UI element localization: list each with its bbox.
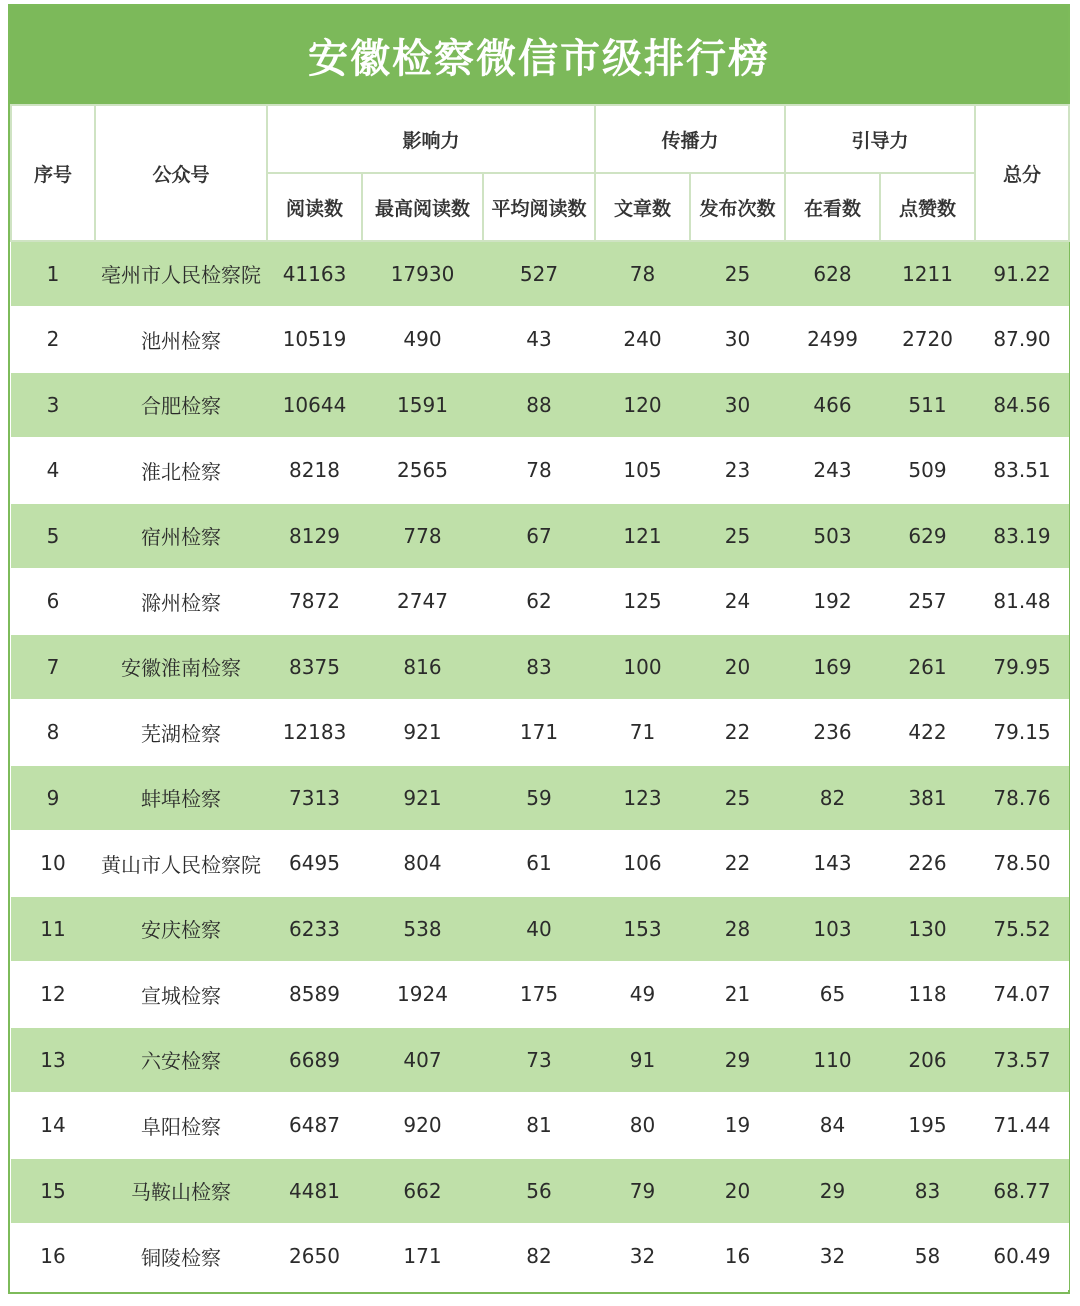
table-row bbox=[11, 438, 1069, 504]
cell-index: 16 bbox=[11, 1224, 95, 1290]
table-row bbox=[11, 569, 1069, 635]
cell-likes: 130 bbox=[880, 896, 975, 962]
cell-max-reads: 921 bbox=[362, 765, 483, 831]
cell-index: 14 bbox=[11, 1093, 95, 1159]
header-publish-times: 发布次数 bbox=[690, 173, 785, 241]
table-row bbox=[11, 307, 1069, 373]
cell-max-reads: 1924 bbox=[362, 962, 483, 1028]
cell-account: 池州检察 bbox=[95, 307, 267, 373]
cell-avg-reads: 175 bbox=[483, 962, 595, 1028]
cell-looking: 628 bbox=[785, 241, 880, 307]
cell-reads: 41163 bbox=[267, 241, 362, 307]
cell-reads: 8589 bbox=[267, 962, 362, 1028]
cell-index: 11 bbox=[11, 896, 95, 962]
cell-max-reads: 407 bbox=[362, 1027, 483, 1093]
cell-index: 10 bbox=[11, 831, 95, 897]
cell-total: 83.19 bbox=[975, 503, 1069, 569]
cell-looking: 29 bbox=[785, 1158, 880, 1224]
cell-likes: 257 bbox=[880, 569, 975, 635]
cell-looking: 236 bbox=[785, 700, 880, 766]
cell-index: 13 bbox=[11, 1027, 95, 1093]
cell-max-reads: 1591 bbox=[362, 372, 483, 438]
cell-account: 宣城检察 bbox=[95, 962, 267, 1028]
cell-reads: 8375 bbox=[267, 634, 362, 700]
header-looking: 在看数 bbox=[785, 173, 880, 241]
cell-max-reads: 171 bbox=[362, 1224, 483, 1290]
page-title: 安徽检察微信市级排行榜 bbox=[10, 6, 1068, 104]
cell-looking: 84 bbox=[785, 1093, 880, 1159]
cell-likes: 511 bbox=[880, 372, 975, 438]
cell-reads: 12183 bbox=[267, 700, 362, 766]
cell-max-reads: 17930 bbox=[362, 241, 483, 307]
cell-publish-times: 29 bbox=[690, 1027, 785, 1093]
cell-total: 78.76 bbox=[975, 765, 1069, 831]
ranking-sheet bbox=[8, 4, 1070, 1294]
header-reads: 阅读数 bbox=[267, 173, 362, 241]
cell-looking: 143 bbox=[785, 831, 880, 897]
cell-articles: 105 bbox=[595, 438, 690, 504]
cell-likes: 2720 bbox=[880, 307, 975, 373]
cell-articles: 106 bbox=[595, 831, 690, 897]
cell-avg-reads: 73 bbox=[483, 1027, 595, 1093]
cell-publish-times: 30 bbox=[690, 307, 785, 373]
cell-articles: 32 bbox=[595, 1224, 690, 1290]
cell-publish-times: 16 bbox=[690, 1224, 785, 1290]
cell-looking: 169 bbox=[785, 634, 880, 700]
table-row bbox=[11, 1093, 1069, 1159]
cell-publish-times: 24 bbox=[690, 569, 785, 635]
cell-publish-times: 22 bbox=[690, 831, 785, 897]
cell-total: 60.49 bbox=[975, 1224, 1069, 1290]
table-row bbox=[11, 503, 1069, 569]
cell-avg-reads: 59 bbox=[483, 765, 595, 831]
cell-index: 5 bbox=[11, 503, 95, 569]
cell-looking: 466 bbox=[785, 372, 880, 438]
cell-publish-times: 25 bbox=[690, 765, 785, 831]
cell-max-reads: 662 bbox=[362, 1158, 483, 1224]
cell-articles: 240 bbox=[595, 307, 690, 373]
table-row bbox=[11, 372, 1069, 438]
cell-likes: 83 bbox=[880, 1158, 975, 1224]
cell-avg-reads: 62 bbox=[483, 569, 595, 635]
cell-avg-reads: 88 bbox=[483, 372, 595, 438]
cell-max-reads: 2565 bbox=[362, 438, 483, 504]
cell-max-reads: 816 bbox=[362, 634, 483, 700]
cell-account: 黄山市人民检察院 bbox=[95, 831, 267, 897]
cell-looking: 32 bbox=[785, 1224, 880, 1290]
cell-max-reads: 778 bbox=[362, 503, 483, 569]
cell-publish-times: 21 bbox=[690, 962, 785, 1028]
cell-reads: 6233 bbox=[267, 896, 362, 962]
cell-index: 1 bbox=[11, 241, 95, 307]
cell-likes: 629 bbox=[880, 503, 975, 569]
cell-publish-times: 30 bbox=[690, 372, 785, 438]
ranking-body bbox=[11, 241, 1069, 1289]
cell-index: 9 bbox=[11, 765, 95, 831]
cell-avg-reads: 67 bbox=[483, 503, 595, 569]
cell-likes: 58 bbox=[880, 1224, 975, 1290]
cell-looking: 82 bbox=[785, 765, 880, 831]
cell-publish-times: 20 bbox=[690, 634, 785, 700]
cell-publish-times: 23 bbox=[690, 438, 785, 504]
cell-looking: 192 bbox=[785, 569, 880, 635]
cell-articles: 79 bbox=[595, 1158, 690, 1224]
cell-articles: 80 bbox=[595, 1093, 690, 1159]
cell-likes: 1211 bbox=[880, 241, 975, 307]
table-row bbox=[11, 634, 1069, 700]
cell-likes: 118 bbox=[880, 962, 975, 1028]
cell-looking: 243 bbox=[785, 438, 880, 504]
ranking-table bbox=[10, 104, 1070, 1290]
table-row bbox=[11, 700, 1069, 766]
cell-looking: 65 bbox=[785, 962, 880, 1028]
cell-avg-reads: 83 bbox=[483, 634, 595, 700]
cell-articles: 91 bbox=[595, 1027, 690, 1093]
cell-total: 81.48 bbox=[975, 569, 1069, 635]
header-avg-reads: 平均阅读数 bbox=[483, 173, 595, 241]
cell-reads: 10519 bbox=[267, 307, 362, 373]
cell-publish-times: 22 bbox=[690, 700, 785, 766]
cell-max-reads: 538 bbox=[362, 896, 483, 962]
cell-max-reads: 490 bbox=[362, 307, 483, 373]
cell-publish-times: 19 bbox=[690, 1093, 785, 1159]
cell-avg-reads: 43 bbox=[483, 307, 595, 373]
cell-max-reads: 920 bbox=[362, 1093, 483, 1159]
cell-index: 3 bbox=[11, 372, 95, 438]
cell-account: 马鞍山检察 bbox=[95, 1158, 267, 1224]
cell-likes: 206 bbox=[880, 1027, 975, 1093]
cell-account: 安庆检察 bbox=[95, 896, 267, 962]
cell-account: 铜陵检察 bbox=[95, 1224, 267, 1290]
cell-avg-reads: 56 bbox=[483, 1158, 595, 1224]
header-articles: 文章数 bbox=[595, 173, 690, 241]
cell-avg-reads: 82 bbox=[483, 1224, 595, 1290]
table-row bbox=[11, 765, 1069, 831]
cell-avg-reads: 78 bbox=[483, 438, 595, 504]
cell-total: 68.77 bbox=[975, 1158, 1069, 1224]
cell-total: 79.95 bbox=[975, 634, 1069, 700]
cell-likes: 261 bbox=[880, 634, 975, 700]
cell-articles: 153 bbox=[595, 896, 690, 962]
cell-publish-times: 20 bbox=[690, 1158, 785, 1224]
header-max-reads: 最高阅读数 bbox=[362, 173, 483, 241]
cell-total: 84.56 bbox=[975, 372, 1069, 438]
cell-avg-reads: 171 bbox=[483, 700, 595, 766]
cell-total: 87.90 bbox=[975, 307, 1069, 373]
table-row bbox=[11, 831, 1069, 897]
cell-total: 74.07 bbox=[975, 962, 1069, 1028]
cell-articles: 49 bbox=[595, 962, 690, 1028]
cell-total: 78.50 bbox=[975, 831, 1069, 897]
cell-account: 合肥检察 bbox=[95, 372, 267, 438]
cell-index: 12 bbox=[11, 962, 95, 1028]
cell-total: 91.22 bbox=[975, 241, 1069, 307]
cell-total: 83.51 bbox=[975, 438, 1069, 504]
cell-index: 15 bbox=[11, 1158, 95, 1224]
cell-avg-reads: 527 bbox=[483, 241, 595, 307]
cell-publish-times: 25 bbox=[690, 241, 785, 307]
cell-total: 75.52 bbox=[975, 896, 1069, 962]
table-row bbox=[11, 896, 1069, 962]
cell-looking: 2499 bbox=[785, 307, 880, 373]
cell-likes: 226 bbox=[880, 831, 975, 897]
cell-avg-reads: 61 bbox=[483, 831, 595, 897]
cell-articles: 121 bbox=[595, 503, 690, 569]
cell-max-reads: 921 bbox=[362, 700, 483, 766]
cell-likes: 422 bbox=[880, 700, 975, 766]
cell-max-reads: 804 bbox=[362, 831, 483, 897]
cell-reads: 8218 bbox=[267, 438, 362, 504]
header-group-influence: 影响力 bbox=[267, 105, 595, 173]
cell-reads: 4481 bbox=[267, 1158, 362, 1224]
cell-account: 芜湖检察 bbox=[95, 700, 267, 766]
table-row bbox=[11, 241, 1069, 307]
cell-articles: 71 bbox=[595, 700, 690, 766]
table-row bbox=[11, 1027, 1069, 1093]
cell-avg-reads: 40 bbox=[483, 896, 595, 962]
table-row bbox=[11, 962, 1069, 1028]
cell-articles: 125 bbox=[595, 569, 690, 635]
header-total: 总分 bbox=[975, 105, 1069, 241]
cell-likes: 381 bbox=[880, 765, 975, 831]
cell-account: 安徽淮南检察 bbox=[95, 634, 267, 700]
cell-articles: 100 bbox=[595, 634, 690, 700]
cell-reads: 6487 bbox=[267, 1093, 362, 1159]
cell-index: 7 bbox=[11, 634, 95, 700]
header-index: 序号 bbox=[11, 105, 95, 241]
cell-reads: 10644 bbox=[267, 372, 362, 438]
cell-publish-times: 28 bbox=[690, 896, 785, 962]
cell-reads: 7313 bbox=[267, 765, 362, 831]
cell-total: 73.57 bbox=[975, 1027, 1069, 1093]
table-row bbox=[11, 1158, 1069, 1224]
cell-index: 6 bbox=[11, 569, 95, 635]
cell-looking: 110 bbox=[785, 1027, 880, 1093]
cell-reads: 7872 bbox=[267, 569, 362, 635]
cell-reads: 8129 bbox=[267, 503, 362, 569]
cell-reads: 2650 bbox=[267, 1224, 362, 1290]
cell-total: 71.44 bbox=[975, 1093, 1069, 1159]
cell-articles: 78 bbox=[595, 241, 690, 307]
header-account: 公众号 bbox=[95, 105, 267, 241]
header-group-spread: 传播力 bbox=[595, 105, 785, 173]
cell-reads: 6689 bbox=[267, 1027, 362, 1093]
cell-account: 蚌埠检察 bbox=[95, 765, 267, 831]
cell-total: 79.15 bbox=[975, 700, 1069, 766]
cell-account: 六安检察 bbox=[95, 1027, 267, 1093]
cell-avg-reads: 81 bbox=[483, 1093, 595, 1159]
cell-likes: 509 bbox=[880, 438, 975, 504]
cell-articles: 123 bbox=[595, 765, 690, 831]
cell-account: 滁州检察 bbox=[95, 569, 267, 635]
cell-index: 2 bbox=[11, 307, 95, 373]
cell-account: 阜阳检察 bbox=[95, 1093, 267, 1159]
table-row bbox=[11, 1224, 1069, 1290]
cell-account: 宿州检察 bbox=[95, 503, 267, 569]
header-group-guide: 引导力 bbox=[785, 105, 975, 173]
cell-looking: 103 bbox=[785, 896, 880, 962]
cell-looking: 503 bbox=[785, 503, 880, 569]
cell-index: 8 bbox=[11, 700, 95, 766]
cell-likes: 195 bbox=[880, 1093, 975, 1159]
cell-publish-times: 25 bbox=[690, 503, 785, 569]
cell-reads: 6495 bbox=[267, 831, 362, 897]
header-row-groups bbox=[11, 105, 1069, 173]
cell-index: 4 bbox=[11, 438, 95, 504]
cell-account: 亳州市人民检察院 bbox=[95, 241, 267, 307]
cell-max-reads: 2747 bbox=[362, 569, 483, 635]
cell-articles: 120 bbox=[595, 372, 690, 438]
header-likes: 点赞数 bbox=[880, 173, 975, 241]
cell-account: 淮北检察 bbox=[95, 438, 267, 504]
